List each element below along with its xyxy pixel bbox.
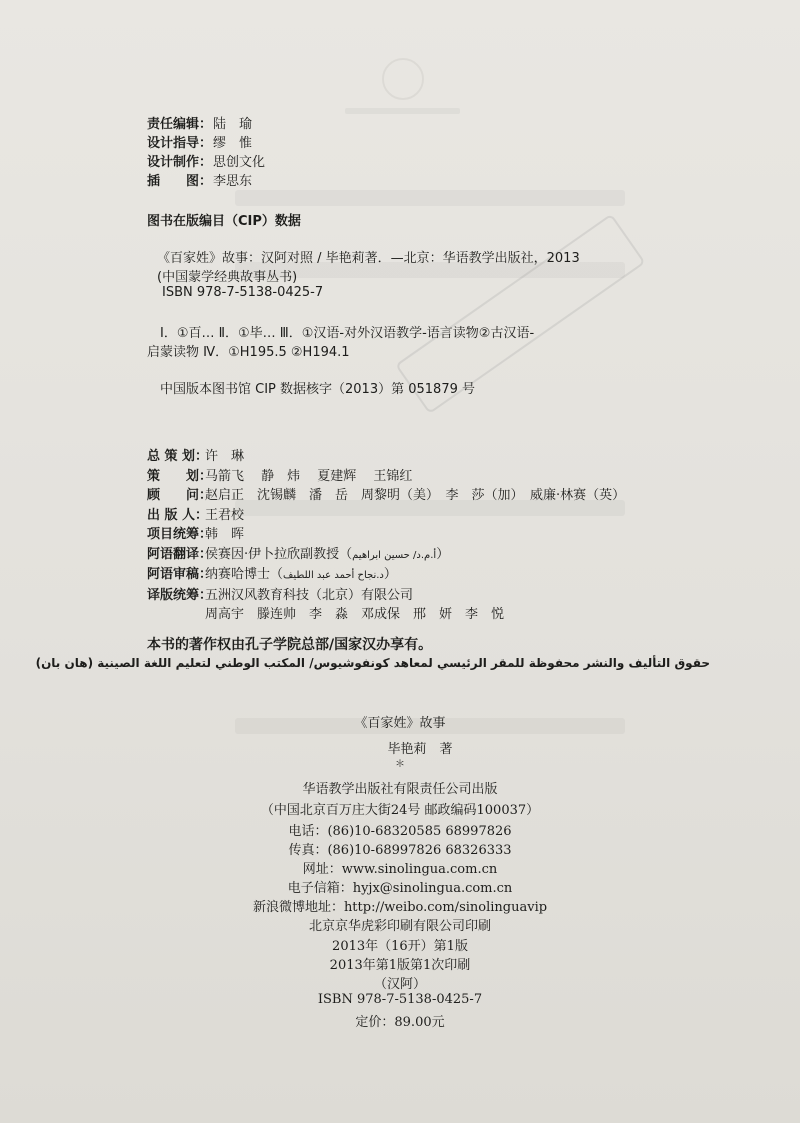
staff-row bbox=[147, 506, 625, 526]
staff-value: 韩 晖 bbox=[205, 527, 245, 542]
credit-value: 李思东 bbox=[213, 174, 253, 189]
staff-row bbox=[147, 605, 625, 625]
credit-row bbox=[147, 115, 265, 134]
colophon-separator: ＊ bbox=[395, 759, 405, 770]
cip-record-number: 中国版本图书馆 CIP 数据核字（2013）第 051879 号 bbox=[160, 382, 475, 397]
staff-value: 王君校 bbox=[205, 507, 245, 523]
staff-row bbox=[147, 447, 625, 467]
staff-row bbox=[147, 586, 625, 606]
staff-label: 策 划： bbox=[147, 468, 213, 484]
colophon-line: 电话：(86)10-68320585 68997826 bbox=[288, 824, 512, 839]
colophon-line: 网址：www.sinolingua.com.cn bbox=[302, 862, 498, 877]
staff-label: 阿语翻译： bbox=[147, 546, 213, 562]
staff-label: 项目统筹： bbox=[147, 527, 213, 542]
colophon-author: 毕艳莉 著 bbox=[387, 742, 453, 757]
credit-row bbox=[147, 153, 265, 172]
staff-block bbox=[147, 447, 625, 625]
staff-value: 纳赛哈博士（ bbox=[205, 567, 284, 582]
colophon-line: 2013年（16开）第1版 bbox=[332, 939, 468, 954]
staff-value: 马箭飞 静 炜 夏建辉 王锦红 bbox=[205, 468, 413, 484]
colophon-line: 2013年第1版第1次印刷 bbox=[329, 958, 471, 973]
staff-row bbox=[147, 467, 625, 487]
bleed-through-line bbox=[235, 190, 625, 206]
colophon-line: 华语教学出版社有限责任公司出版 bbox=[302, 782, 498, 797]
staff-bracket: ） bbox=[383, 567, 397, 582]
staff-arabic-name: أ.م.د/ حسين ابراهيم bbox=[352, 549, 437, 561]
credit-row bbox=[147, 172, 265, 191]
staff-row bbox=[147, 545, 625, 566]
staff-label: 阿语审稿： bbox=[147, 567, 213, 582]
credit-label: 设计制作： bbox=[147, 155, 213, 170]
credit-label: 设计指导： bbox=[147, 136, 213, 151]
cip-line: (中国蒙学经典故事丛书) bbox=[157, 270, 298, 285]
credit-row bbox=[147, 134, 265, 153]
colophon-line: 传真：(86)10-68997826 68326333 bbox=[288, 843, 512, 858]
staff-label: 总 策 划： bbox=[147, 449, 209, 464]
staff-arabic-name: د.نجاح أحمد عبد اللطيف bbox=[283, 570, 384, 581]
cip-line: ISBN 978-7-5138-0425-7 bbox=[162, 285, 324, 300]
staff-value: 赵启正 沈锡麟 潘 岳 周黎明（美） 李 莎（加） 威廉·林赛（英） bbox=[205, 488, 626, 503]
staff-value: 侯赛因·伊卜拉欣副教授（ bbox=[205, 546, 353, 562]
colophon-line: 电子信箱：hyjx@sinolingua.com.cn bbox=[287, 881, 513, 896]
staff-row bbox=[147, 486, 625, 506]
credit-value: 缪 惟 bbox=[213, 136, 253, 151]
credit-label: 责任编辑： bbox=[147, 117, 213, 132]
staff-bracket: ） bbox=[436, 546, 450, 562]
colophon-line: 北京京华虎彩印刷有限公司印刷 bbox=[308, 919, 491, 934]
credits-block bbox=[147, 115, 265, 191]
staff-value: 五洲汉风教育科技（北京）有限公司 bbox=[205, 587, 414, 603]
colophon-isbn: ISBN 978-7-5138-0425-7 bbox=[317, 992, 483, 1007]
credit-label: 插 图： bbox=[147, 174, 213, 189]
colophon-line: 新浪微博地址：http://weibo.com/sinolinguavip bbox=[252, 900, 548, 915]
staff-row bbox=[147, 525, 625, 545]
credit-value: 陆 瑜 bbox=[213, 117, 253, 132]
bleed-through-seal bbox=[382, 58, 424, 100]
colophon-line: （汉阿） bbox=[373, 977, 426, 992]
cip-line: 启蒙读物 Ⅳ．①H195.5 ②H194.1 bbox=[147, 345, 350, 360]
staff-value: 周高宇 滕连帅 李 淼 邓成保 邢 妍 李 悦 bbox=[205, 607, 505, 622]
copyright-notice-ar: حقوق التأليف والنشر محفوظة للمقر الرئيسي لمعاهد كونفوشيوس/ المكتب الوطني لتعليم اللغة الصينية (هان بان) bbox=[35, 656, 710, 670]
cip-heading: 图书在版编目（CIP）数据 bbox=[147, 214, 301, 229]
staff-label: 出 版 人： bbox=[147, 507, 209, 523]
cip-line: Ⅰ．①百… Ⅱ．①毕… Ⅲ．①汉语-对外汉语教学-语言读物②古汉语- bbox=[160, 326, 535, 341]
credit-value: 思创文化 bbox=[213, 155, 266, 170]
colophon-line: （中国北京百万庄大街24号 邮政编码100037） bbox=[260, 803, 540, 818]
staff-row bbox=[147, 565, 625, 586]
bleed-through-caption bbox=[345, 108, 460, 114]
colophon-title: 《百家姓》故事 bbox=[354, 716, 446, 731]
staff-value: 许 琳 bbox=[205, 449, 245, 464]
staff-label: 译版统筹： bbox=[147, 587, 213, 603]
copyright-notice-zh: 本书的著作权由孔子学院总部/国家汉办享有。 bbox=[147, 637, 433, 653]
staff-label: 顾 问： bbox=[147, 488, 213, 503]
cip-line: 《百家姓》故事：汉阿对照 / 毕艳莉著．—北京：华语教学出版社，2013 bbox=[157, 251, 580, 266]
colophon-price: 定价：89.00元 bbox=[355, 1015, 445, 1030]
